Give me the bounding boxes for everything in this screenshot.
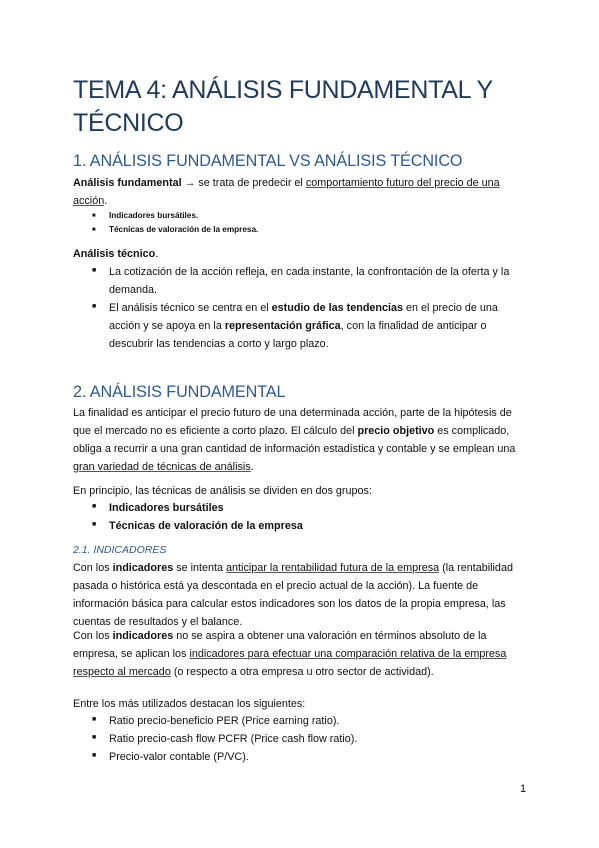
technical-label: Análisis técnico <box>73 248 156 260</box>
text-span: El análisis técnico se centra en el <box>109 302 272 314</box>
page-number: 1 <box>520 783 527 795</box>
page-title: TEMA 4: ANÁLISIS FUNDAMENTAL Y TÉCNICO <box>73 76 493 137</box>
list-item <box>92 209 258 223</box>
section-2-heading: 2. ANÁLISIS FUNDAMENTAL <box>73 383 286 401</box>
bold-span: precio objetivo <box>357 425 435 437</box>
text-span: se intenta <box>173 562 227 574</box>
ratios-list <box>92 712 528 766</box>
list-item-text: Precio-valor contable (P/VC). <box>109 751 249 763</box>
text-span: Con los <box>73 562 113 574</box>
underlined-span: gran variedad de técnicas de análisis <box>73 461 251 473</box>
list-item-text: Técnicas de valoración de la empresa. <box>109 225 259 234</box>
bullet-icon: ■ <box>92 227 96 233</box>
section-2-paragraph-2: En principio, las técnicas de análisis se dividen en dos grupos: <box>73 485 372 497</box>
bullet-icon: ■ <box>92 716 97 723</box>
fundamental-list <box>92 209 259 237</box>
list-item <box>92 499 528 517</box>
text-span: en el precio de una acción y se apoya en la <box>109 302 498 332</box>
list-item-text: La cotización de la acción refleja, en cada instante, la confrontación de la oferta y la demanda. <box>109 266 510 296</box>
subsection-heading: 2.1. INDICADORES <box>73 544 167 556</box>
list-item-text: Ratio precio-cash flow PCFR (Price cash flow ratio). <box>109 733 358 745</box>
list-item <box>92 730 528 748</box>
list-item-text: Indicadores bursátiles <box>109 502 224 514</box>
bold-span: estudio de las tendencias <box>271 302 404 314</box>
list-item <box>92 748 528 766</box>
list-item <box>92 223 259 237</box>
section-1-heading: 1. ANÁLISIS FUNDAMENTAL VS ANÁLISIS TÉCNICO <box>73 152 463 170</box>
fundamental-arrow-text: → se trata de predecir el <box>181 177 306 189</box>
bullet-icon: ■ <box>92 267 97 274</box>
list-item-text: Técnicas de valoración de la empresa <box>109 520 303 532</box>
bold-span: indicadores <box>112 630 174 642</box>
fundamental-link-text: comportamiento futuro del precio de una acción <box>73 177 500 207</box>
list-item-text: Ratio precio-beneficio PER (Price earning ratio). <box>109 715 340 727</box>
bullet-icon: ■ <box>92 734 97 741</box>
text-span: . <box>250 461 254 473</box>
bold-span: representación gráfica <box>224 320 341 332</box>
indicators-paragraph-1 <box>73 559 528 631</box>
text-span: Con los <box>73 630 113 642</box>
text-span: no se aspira a obtener una valoración en términos absoluto de la empresa, se aplican los <box>73 630 487 660</box>
bullet-icon: ■ <box>92 303 97 310</box>
bullet-icon: ■ <box>92 213 96 219</box>
text-span: La finalidad es anticipar el precio futuro de una determinada acción, parte de la hipótesis de que el mercado no es eficiente a corto plazo. El cálculo del <box>73 407 512 437</box>
bullet-icon: ■ <box>92 521 97 528</box>
list-item <box>92 263 528 299</box>
section-2-paragraph-1 <box>73 404 528 476</box>
list-item-text: Indicadores bursátiles. <box>109 211 199 220</box>
list-item <box>92 517 528 535</box>
underlined-span: anticipar la rentabilidad futura de la empresa <box>226 562 440 574</box>
bold-span: indicadores <box>112 562 174 574</box>
underlined-span: indicadores para efectuar una comparación relativa de la empresa respecto al mercado <box>73 648 507 678</box>
bullet-icon: ■ <box>92 752 97 759</box>
text-span: , con la finalidad de anticipar o descubrir las tendencias a corto y largo plazo. <box>109 320 487 350</box>
text-span: es complicado, obliga a recurrir a una gran cantidad de información estadística y contable y se emplean una <box>73 425 516 455</box>
technical-end: . <box>155 248 159 260</box>
technical-heading-line <box>73 245 528 263</box>
indicators-paragraph-2 <box>73 627 528 681</box>
technical-list <box>92 263 528 353</box>
ratios-intro: Entre los más utilizados destacan los siguientes: <box>73 698 306 710</box>
fundamental-label: Análisis fundamental <box>73 177 182 189</box>
text-span: (la rentabilidad pasada o histórica está ya descontada en el precio actual de la acción). La fuente de información básica para calcular estos indicadores son los datos de la propia empresa, las cuentas de resultados y el balance. <box>73 562 513 628</box>
groups-list <box>92 499 528 535</box>
fundamental-definition <box>73 174 528 210</box>
fundamental-end: . <box>104 195 108 207</box>
list-item <box>92 712 528 730</box>
text-span: (o respecto a otra empresa u otro sector de actividad). <box>170 666 434 678</box>
list-item <box>92 299 528 353</box>
bullet-icon: ■ <box>92 503 97 510</box>
